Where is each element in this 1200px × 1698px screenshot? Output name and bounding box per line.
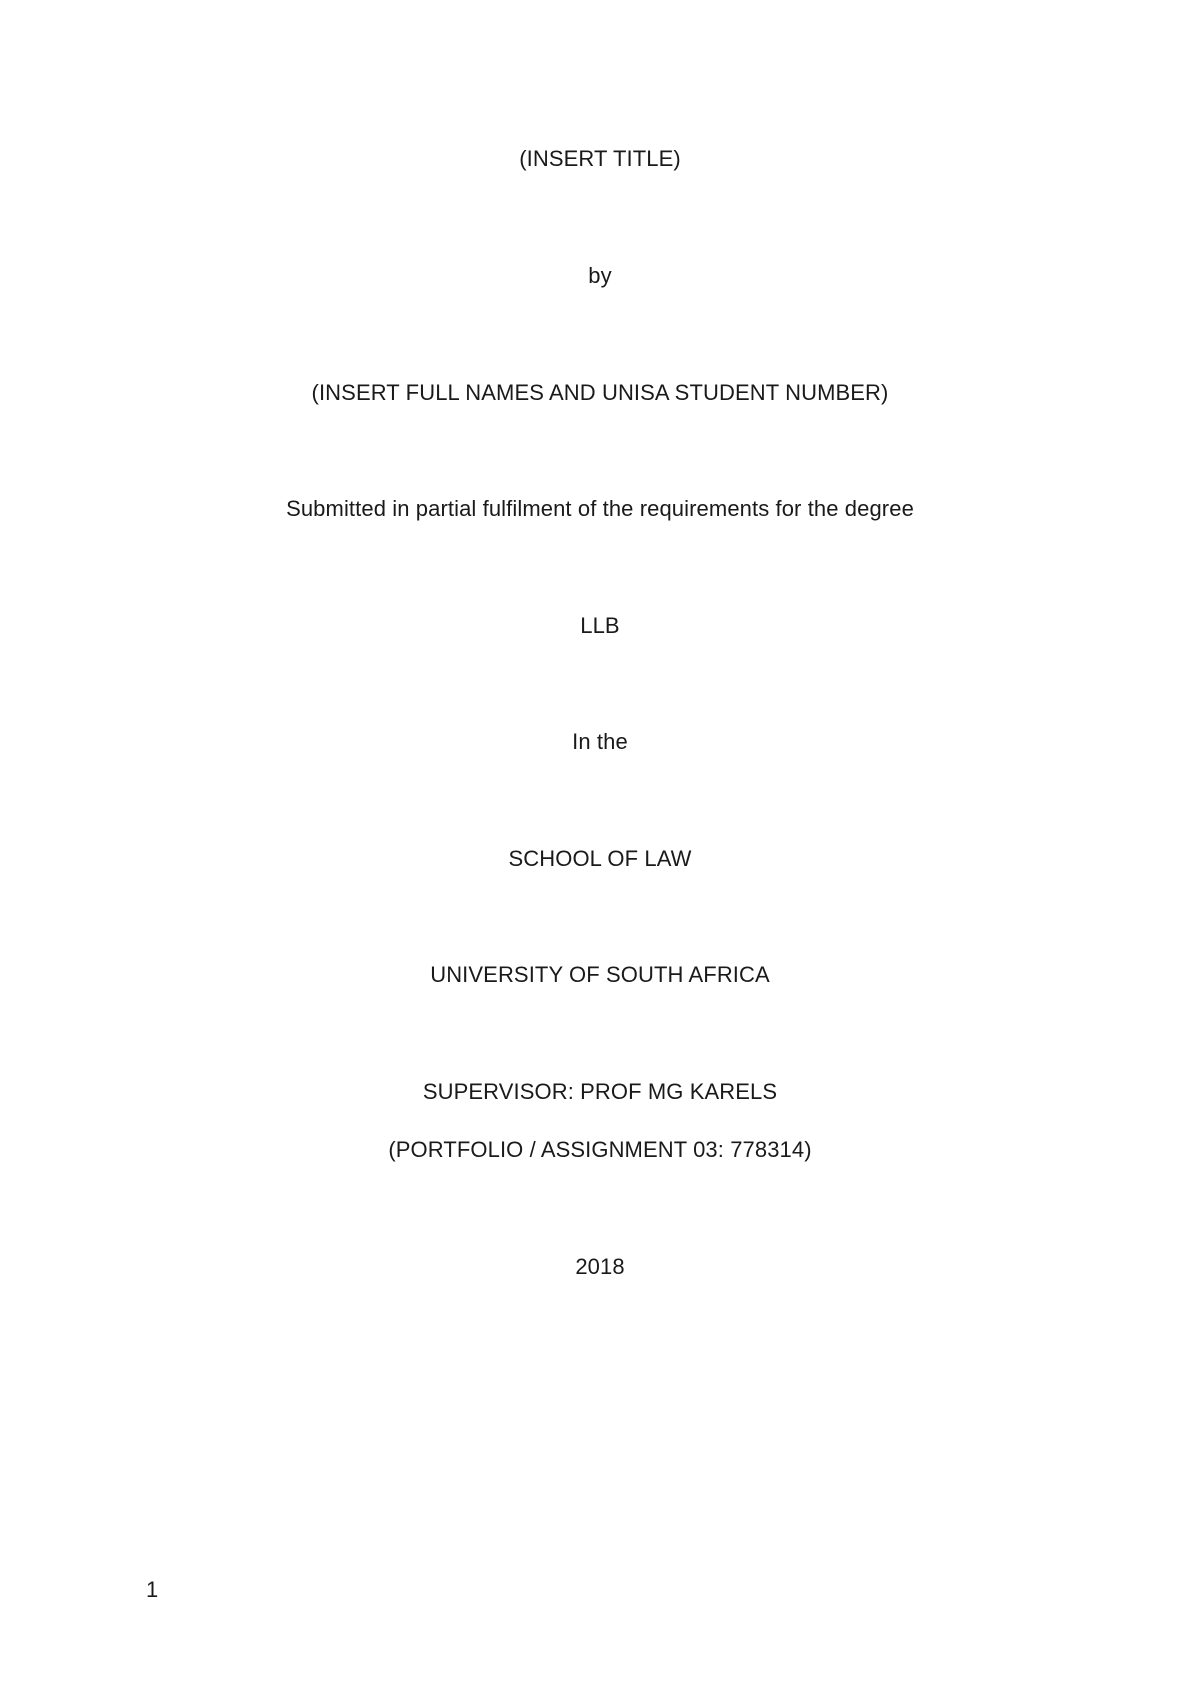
submission-statement: Submitted in partial fulfilment of the requirements for the degree <box>286 496 914 521</box>
in-the-line: In the <box>572 729 628 754</box>
university-name: UNIVERSITY OF SOUTH AFRICA <box>430 962 770 987</box>
degree-name: LLB <box>580 613 620 638</box>
author-placeholder: (INSERT FULL NAMES AND UNISA STUDENT NUMBER) <box>311 380 889 405</box>
title-placeholder: (INSERT TITLE) <box>519 146 681 171</box>
school-name: SCHOOL OF LAW <box>508 846 692 871</box>
by-line: by <box>588 263 612 288</box>
supervisor-line: SUPERVISOR: PROF MG KARELS <box>422 1079 778 1104</box>
page-number: 1 <box>146 1577 159 1602</box>
year-line: 2018 <box>575 1254 625 1279</box>
portfolio-line: (PORTFOLIO / ASSIGNMENT 03: 778314) <box>388 1137 812 1162</box>
